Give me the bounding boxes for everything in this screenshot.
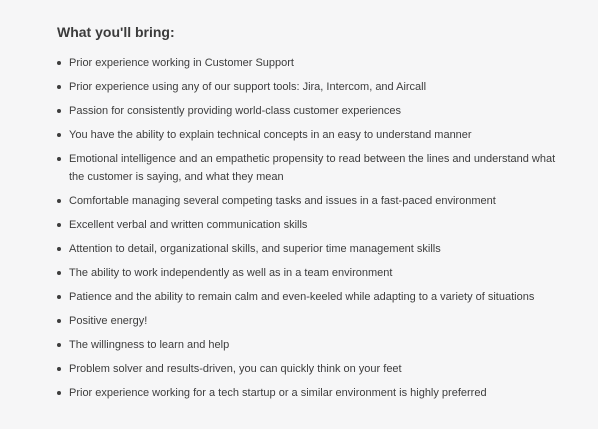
- list-item-text: Prior experience working in Customer Support: [69, 57, 294, 69]
- bullet-icon: [57, 295, 61, 299]
- list-item: [57, 126, 562, 144]
- list-item-text: Patience and the ability to remain calm and even-keeled while adapting to a variety of situations: [69, 291, 535, 303]
- bullet-icon: [57, 319, 61, 323]
- list-item: [57, 384, 562, 402]
- list-item-text: Passion for consistently providing world-class customer experiences: [69, 105, 401, 117]
- bullet-icon: [57, 343, 61, 347]
- requirements-list: [57, 54, 562, 402]
- bullet-icon: [57, 85, 61, 89]
- bullet-icon: [57, 199, 61, 203]
- section-heading: What you'll bring:: [57, 24, 175, 40]
- list-item: [57, 192, 562, 210]
- list-item-text: Excellent verbal and written communication skills: [69, 219, 308, 231]
- list-item: [57, 150, 562, 186]
- list-item: [57, 336, 562, 354]
- list-item-text: The ability to work independently as well as in a team environment: [69, 267, 393, 279]
- list-item: [57, 102, 562, 120]
- list-item: [57, 264, 562, 282]
- bullet-icon: [57, 247, 61, 251]
- bullet-icon: [57, 391, 61, 395]
- bullet-icon: [57, 109, 61, 113]
- list-item: [57, 78, 562, 96]
- list-item-text: Positive energy!: [69, 315, 148, 327]
- list-item-text: Prior experience using any of our support tools: Jira, Intercom, and Aircall: [69, 81, 427, 93]
- bullet-icon: [57, 133, 61, 137]
- list-item-text: Prior experience working for a tech startup or a similar environment is highly preferred: [69, 387, 487, 399]
- list-item: [57, 312, 562, 330]
- list-item-text: Attention to detail, organizational skills, and superior time management skills: [69, 243, 441, 255]
- list-item: [57, 240, 562, 258]
- bullet-icon: [57, 223, 61, 227]
- bullet-icon: [57, 157, 61, 161]
- list-item: [57, 216, 562, 234]
- list-item-text: The willingness to learn and help: [69, 339, 230, 351]
- bullet-icon: [57, 367, 61, 371]
- list-item-text: Emotional intelligence and an empathetic propensity to read between the lines and understand what the customer is saying, and what they mean: [69, 153, 556, 183]
- bullet-icon: [57, 271, 61, 275]
- bullet-icon: [57, 61, 61, 65]
- list-item-text: You have the ability to explain technical concepts in an easy to understand manner: [69, 129, 472, 141]
- list-item: [57, 54, 562, 72]
- list-item-text: Problem solver and results-driven, you can quickly think on your feet: [69, 363, 402, 375]
- list-item: [57, 360, 562, 378]
- list-item: [57, 288, 562, 306]
- list-item-text: Comfortable managing several competing tasks and issues in a fast-paced environment: [69, 195, 496, 207]
